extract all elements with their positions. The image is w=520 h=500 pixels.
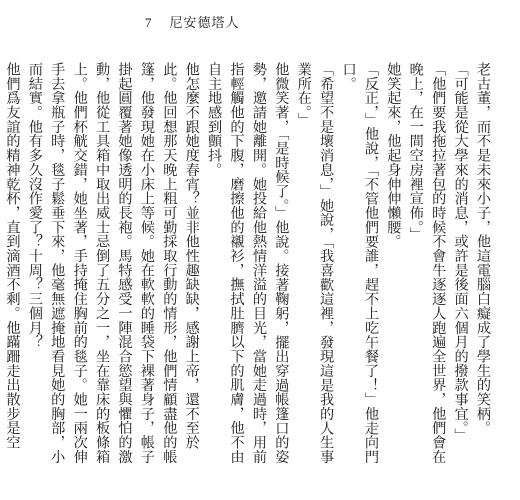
paragraph: 「反正，」他說，「不管他們要誰，趕不上吃午餐了！」他走向門口。 bbox=[340, 62, 379, 464]
paragraph: 他怎麼不跟她度春宵？並非他性趣缺缺，感謝上帝，還不至於此。他回想那天晚上粗可勤採取行動的情形，他們情顧盡他的帳篷，他發現她在小床上等候。她在軟軟的睡袋下裸著身子，帳子掛起圓覆著她像透明的長袍。馬特感受一陣混合慾望與懼怕的激動，他從工具箱中取出威士忌倒了五分之一，坐在靠床的板條箱上。他們杯觥交錯，她坐著，手持掩住胸前的毯子。她一兩次伸手去拿瓶子時，毯子鬆垂下來，他毫無遮掩地看見她的胸部，小而結實。他有多久沒作愛了？十周？三個月？ bbox=[26, 62, 200, 464]
paragraph: 「可能是從大學來的消息，或許是後面六個月的撥款事宜。」 bbox=[452, 62, 469, 443]
paragraph: 他們爲友誼的精神乾杯，直到滴酒不剩。他蹣跚走出散步是空 bbox=[4, 62, 21, 450]
paragraph: 老古董，而不是未來小子，他這電腦白癡成了學生的笑柄。 bbox=[475, 62, 491, 436]
paragraph: 他微笑著，「是時候了。」他說。接著鞠躬，擺出穿過帳篷口的姿勢，邀請她離開。她投給他熱情洋溢的目光，當她走過時，用前指輕觸他的下腹，磨擦他的襯衫，撫拭肚臍以下的肌膚，他不由自主地感到顫抖。 bbox=[206, 62, 290, 464]
page-header bbox=[145, 12, 240, 31]
running-title: 尼安德塔人 bbox=[169, 16, 240, 31]
paragraph: 她笑起來，他起身伸伸懶腰。 bbox=[385, 62, 402, 249]
page-number: 7 bbox=[145, 15, 152, 30]
body-text bbox=[4, 62, 494, 474]
paragraph: 「他們要我拖拉著包的時候不會牛逐逐人跑遍全世界，他們會在晚上，在一間空房裡宣佈。」 bbox=[407, 62, 447, 464]
paragraph: 「希望不是壞消息，」她說，「我喜歡這裡，發現這是我的人生事業所在。」 bbox=[295, 62, 335, 464]
